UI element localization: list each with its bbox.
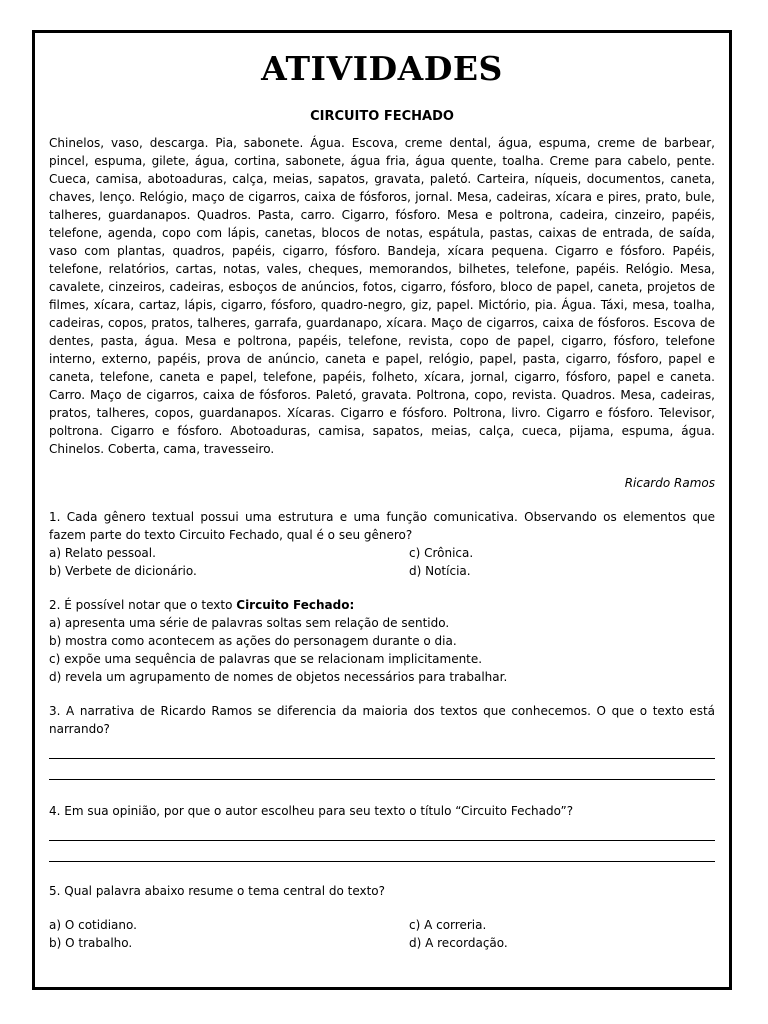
- option-2a[interactable]: a) apresenta uma série de palavras soltas sem relação de sentido.: [49, 616, 450, 630]
- question-2-prefix: 2. É possível notar que o texto: [49, 598, 237, 612]
- option-5b[interactable]: b) O trabalho.: [49, 936, 133, 950]
- question-3: [49, 702, 715, 780]
- worksheet-content: [49, 47, 715, 952]
- option-5a[interactable]: a) O cotidiano.: [49, 918, 137, 932]
- question-3-text: 3. A narrativa de Ricardo Ramos se diferencia da maioria dos textos que conhecemos. O que o texto está narrando?: [49, 704, 715, 736]
- option-1c[interactable]: c) Crônica.: [409, 546, 474, 560]
- question-5: [49, 882, 715, 952]
- option-1a[interactable]: a) Relato pessoal.: [49, 546, 156, 560]
- text-title: CIRCUITO FECHADO: [310, 109, 454, 124]
- question-1: [49, 508, 715, 580]
- option-1b[interactable]: b) Verbete de dicionário.: [49, 564, 197, 578]
- option-2d[interactable]: d) revela um agrupamento de nomes de objetos necessários para trabalhar.: [49, 670, 508, 684]
- question-4: [49, 802, 715, 862]
- answer-line-4b[interactable]: [49, 841, 715, 862]
- question-2-options: [49, 614, 715, 686]
- option-5c[interactable]: c) A correria.: [409, 918, 487, 932]
- author-name: Ricardo Ramos: [624, 476, 715, 490]
- page-title: ATIVIDADES: [261, 49, 503, 88]
- question-5-text: 5. Qual palavra abaixo resume o tema central do texto?: [49, 884, 386, 898]
- question-1-text: 1. Cada gênero textual possui uma estrutura e uma função comunicativa. Observando os elementos que fazem parte do texto Circuito Fechado, qual é o seu gênero?: [49, 510, 715, 542]
- question-2-text: [49, 596, 715, 614]
- option-2b[interactable]: b) mostra como acontecem as ações do personagem durante o dia.: [49, 634, 457, 648]
- question-4-text: 4. Em sua opinião, por que o autor escolheu para seu texto o título “Circuito Fechado”?: [49, 804, 574, 818]
- question-1-options: [49, 544, 715, 580]
- question-2: [49, 596, 715, 686]
- option-5d[interactable]: d) A recordação.: [409, 936, 508, 950]
- answer-line-3a[interactable]: [49, 738, 715, 759]
- question-5-options: [49, 916, 715, 952]
- option-1d[interactable]: d) Notícia.: [409, 564, 471, 578]
- question-2-bold-title: Circuito Fechado:: [236, 598, 355, 612]
- page-border: [32, 30, 732, 990]
- story-text: Chinelos, vaso, descarga. Pia, sabonete. Água. Escova, creme dental, água, espuma, creme de barbear, pincel, espuma, gilete, água, cortina, sabonete, água fria, água quente, toalha. Creme para cabelo, pente. Cueca, camisa, abotoaduras, calça, meias, sapatos, gravata, paletó. Carteira, níqueis, documentos, caneta, chaves, lenço. Relógio, maço de cigarros, caixa de fósforos, jornal. Mesa, cadeiras, xícara e pires, prato, bule, talheres, guardanapos. Quadros. Pasta, carro. Cigarro, fósforo. Mesa e poltrona, cadeira, cinzeiro, papéis, telefone, agenda, copo com lápis, canetas, blocos de notas, espátula, pastas, caixas de entrada, de saída, vaso com plantas, quadros, papéis, cigarro, fósforo. Bandeja, xícara pequena. Cigarro e fósforo. Papéis, telefone, relatórios, cartas, notas, vales, cheques, memorandos, bilhetes, telefone, papéis. Relógio. Mesa, cavalete, cinzeiros, cadeiras, esboços de anúncios, fotos, cigarro, fósforo, bloco de papel, caneta, projetos de filmes, xícara, cartaz, lápis, cigarro, fósforo, quadro-negro, giz, papel. Mictório, pia. Água. Táxi, mesa, toalha, cadeiras, copos, pratos, talheres, garrafa, guardanapo, xícara. Maço de cigarros, caixa de fósforos. Escova de dentes, pasta, água. Mesa e poltrona, papéis, telefone, revista, copo de papel, cigarro, fósforo, telefone interno, externo, papéis, prova de anúncio, caneta e papel, relógio, papel, pasta, cigarro, fósforo, papel e caneta, telefone, caneta e papel, telefone, papéis, folheto, xícara, jornal, cigarro, fósforo, papel e caneta. Carro. Maço de cigarros, caixa de fósforos. Paletó, gravata. Poltrona, copo, revista. Quadros. Mesa, cadeiras, pratos, talheres, copos, guardanapos. Xícaras. Cigarro e fósforo. Poltrona, livro. Cigarro e fósforo. Televisor, poltrona. Cigarro e fósforo. Abotoaduras, camisa, sapatos, meias, calça, cueca, pijama, espuma, água. Chinelos. Coberta, cama, travesseiro.: [49, 136, 715, 456]
- answer-line-4a[interactable]: [49, 820, 715, 841]
- option-2c[interactable]: c) expõe uma sequência de palavras que se relacionam implicitamente.: [49, 652, 483, 666]
- answer-line-3b[interactable]: [49, 759, 715, 780]
